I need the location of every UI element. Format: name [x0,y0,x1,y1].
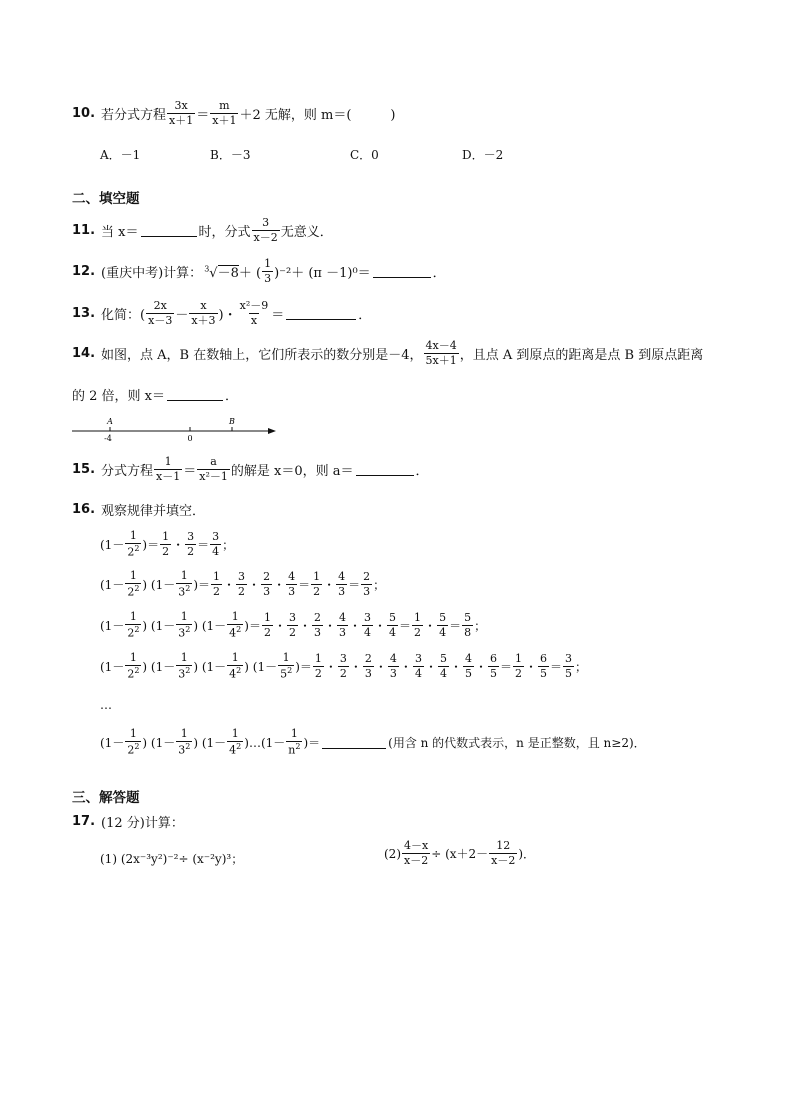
question-number: 17. [72,814,96,829]
question-text: ，且点 A 到原点的距离是点 B 到原点距离 [459,348,704,364]
question-number: 15. [72,462,96,478]
option-a[interactable]: A．－1 [100,148,141,162]
question-text: (用含 n 的代数式表示，n 是正整数，且 n≥2)． [388,735,646,750]
question-text: 的解是 x＝0，则 a＝ [230,464,354,480]
radicand: －8 [217,266,239,282]
tick-label-origin: 0 [187,434,193,443]
question-11 [72,217,333,244]
fraction: $\frac{\text{x²－9}}{x}$ [239,299,269,328]
option-b[interactable]: B．－3 [210,148,251,162]
question-17 [72,812,184,831]
question-text: (2) [384,846,401,861]
answer-blank[interactable] [356,463,414,476]
fraction: $\frac{3}{x-2}$ [253,216,278,245]
arrow-icon [268,428,276,434]
fraction: $\frac{m}{x+1}$ [212,99,237,128]
question-text: )⁻²＋ (π －1)⁰＝ [274,266,371,282]
question-number: 16. [72,502,96,517]
number-line-figure [72,413,282,447]
question-text: ． [432,266,446,282]
equals-sign: ＝ [183,464,197,480]
q17-part-2 [384,840,535,867]
pattern-row-1: (1－ $\frac{1}{2^2}$ )＝ $\frac{1}{2}$ ・ $\frac{3}{2}$ ＝ $\frac{3}{4}$ ； [100,529,235,559]
question-text: ＋ ( [238,266,262,282]
question-text: 无意义． [280,225,333,241]
question-text: 当 x＝ [101,225,139,241]
fraction: $\frac{4x-4}{5x+1}$ [425,339,457,368]
question-10 [72,100,395,127]
fraction: $\frac{2x}{x-3}$ [148,299,173,328]
question-text: 观察规律并填空． [101,504,206,519]
question-12 [72,258,446,285]
option-d[interactable]: D．－2 [462,148,504,162]
radical-sign-icon: √ [209,266,218,282]
question-number: 11. [72,223,96,239]
pattern-row-2: (1－ $\frac{1}{2^2}$ ) (1－ $\frac{1}{3^2}$ )＝ $\frac{1}{2}$ ・ $\frac{3}{2}$ ・ $\frac{2}{3}$ ・ $\frac{4}{3}$ ＝ $\frac{1}{2}$ ・ $\frac{4}{3}$ ＝ $\frac{2}{3}$ ； [100,569,386,599]
section-heading: 二、填空题 [72,191,140,207]
q17-part-1: (1) (2x⁻³y²)⁻²÷ (x⁻²y)³； [100,852,244,866]
equals-sign: ＝ [271,308,285,324]
cube-root [202,262,239,281]
question-text: )・ [218,308,237,324]
question-14-line2 [72,385,238,404]
answer-blank[interactable] [141,224,197,237]
pattern-row-general: (1－ $\frac{1}{2^2}$ ) (1－ $\frac{1}{3^2}$ ) (1－ $\frac{1}{4^2}$ )…(1－ $\frac{1}{n^2}$ )＝ (用含 n 的代数式表示，n 是正整数，且 n≥2)． [100,727,646,757]
question-text: 若分式方程 [101,108,167,124]
root-index: 3 [204,264,210,274]
minus-sign: － [175,308,189,324]
answer-blank[interactable] [373,265,431,278]
question-text: ＋2 无解，则 m＝( ) [239,108,396,124]
question-number: 10. [72,106,96,122]
question-15 [72,456,429,483]
question-text: 如图，点 A，B 在数轴上，它们所表示的数分别是－4， [101,348,423,364]
question-text: 分式方程 [101,464,154,480]
question-text: )． [518,847,536,862]
question-14 [72,340,703,367]
question-number: 12. [72,264,96,280]
answer-blank[interactable] [322,736,386,749]
fraction: $\frac{x}{x+3}$ [191,299,216,328]
fraction: $\frac{1}{3}$ [264,257,272,286]
pattern-row-3: (1－ $\frac{1}{2^2}$ ) (1－ $\frac{1}{3^2}$ ) (1－ $\frac{1}{4^2}$ )＝ $\frac{1}{2}$ ・ $\frac{3}{2}$ ・ $\frac{2}{3}$ ・ $\frac{4}{3}$ ・ $\frac{3}{4}$ ・ $\frac{5}{4}$ ＝ $\frac{1}{2}$ ・ $\frac{5}{4}$ ＝ $\frac{5}{8}$ ； [100,610,487,640]
ellipsis: … [100,698,112,712]
question-text: ÷ (x＋2－ [431,847,489,862]
option-c[interactable]: C．0 [350,148,379,162]
fraction: $\frac{a}{\text{x²－1}}$ [199,455,228,484]
tick-label-a: -4 [104,434,112,443]
answer-blank[interactable] [286,307,356,320]
question-number: 13. [72,306,96,322]
question-13 [72,300,371,327]
question-text: (12 分)计算： [101,816,184,831]
point-b-label: B [229,417,235,426]
equals-sign: ＝ [196,108,210,124]
point-a-label: A [107,417,113,426]
question-number: 14. [72,346,96,362]
question-text: 时，分式 [198,225,251,241]
answer-blank[interactable] [167,388,223,401]
fraction: $\frac{1}{x-1}$ [156,455,181,484]
fraction: $\frac{4-x}{x-2}$ [404,839,429,868]
pattern-row-4: (1－ $\frac{1}{2^2}$ ) (1－ $\frac{1}{3^2}$ ) (1－ $\frac{1}{4^2}$ ) (1－ $\frac{1}{5^2}$ )＝ $\frac{1}{2}$ ・ $\frac{3}{2}$ ・ $\frac{2}{3}$ ・ $\frac{4}{3}$ ・ $\frac{3}{4}$ ・ $\frac{5}{4}$ ・ $\frac{4}{5}$ ・ $\frac{6}{5}$ ＝ $\frac{1}{2}$ ・ $\frac{6}{5}$ ＝ $\frac{3}{5}$ ； [100,651,588,681]
question-text: 化简：( [101,308,146,324]
section-heading: 三、解答题 [72,790,140,806]
question-text: ． [415,464,429,480]
question-text: ． [358,308,372,324]
question-text: ． [225,389,239,404]
fraction: $\frac{12}{x-2}$ [491,839,516,868]
fraction: $\frac{3x}{x+1}$ [169,99,194,128]
question-text: (重庆中考)计算： [101,266,203,282]
question-text: 的 2 倍，则 x＝ [72,389,165,404]
question-16 [72,500,205,519]
